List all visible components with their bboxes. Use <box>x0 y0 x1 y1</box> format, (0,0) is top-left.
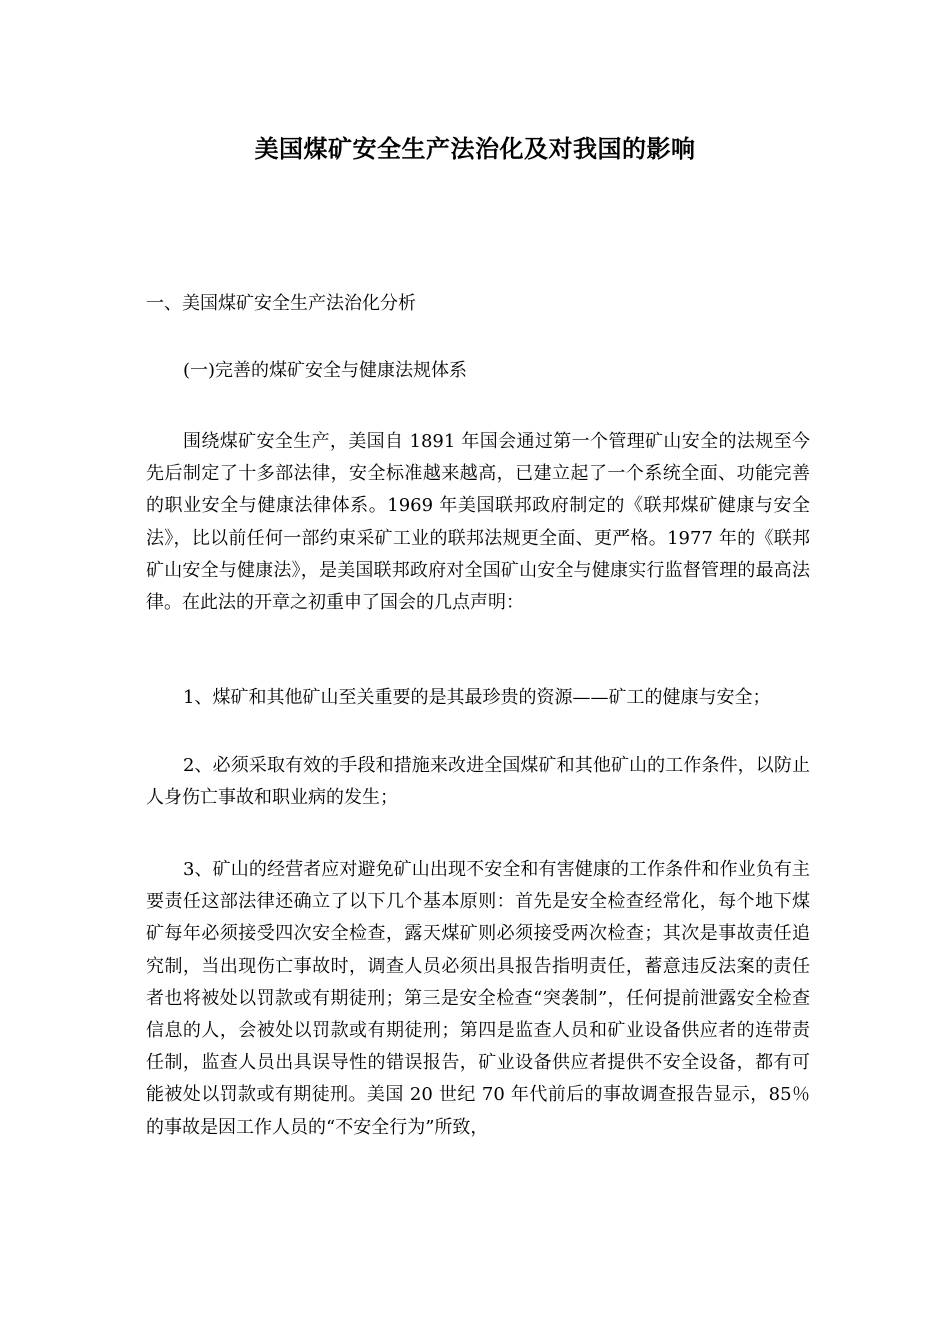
document-title: 美国煤矿安全生产法治化及对我国的影响 <box>254 134 696 163</box>
list-item: 3、矿山的经营者应对避免矿山出现不安全和有害健康的工作条件和作业负有主要责任这部法律还确立了以下几个基本原则：首先是安全检查经常化，每个地下煤矿每年必须接受四次安全检查，露天煤矿则必须接受两次检查；其次是事故责任追究制，当出现伤亡事故时，调查人员必须出具报告指明责任，蓄意违反法案的责任者也将被处以罚款或有期徒刑；第三是安全检查“突袭制”，任何提前泄露安全检查信息的人，会被处以罚款或有期徒刑；第四是监查人员和矿业设备供应者的连带责任制，监查人员出具误导性的错误报告，矿业设备供应者提供不安全设备，都有可能被处以罚款或有期徒刑。美国 20 世纪 70 年代前后的事故调查报告显示，85％的事故是因工作人员的“不安全行为”所致， <box>146 859 810 1138</box>
section-heading: 一、美国煤矿安全生产法治化分析 <box>146 293 416 314</box>
subsection-heading: (一)完善的煤矿安全与健康法规体系 <box>183 360 468 381</box>
list-item: 2、必须采取有效的手段和措施来改进全国煤矿和其他矿山的工作条件，以防止人身伤亡事故和职业病的发生； <box>146 755 810 809</box>
list-item: 1、煤矿和其他矿山至关重要的是其最珍贵的资源——矿工的健康与安全； <box>183 687 771 708</box>
paragraph: 围绕煤矿安全生产，美国自 1891 年国会通过第一个管理矿山安全的法规至今先后制定了十多部法律，安全标准越来越高，已建立起了一个系统全面、功能完善的职业安全与健康法律体系。1969 年美国联邦政府制定的《联邦煤矿健康与安全法》，比以前任何一部约束采矿工业的联邦法规更全面、更严格。1977 年的《联邦矿山安全与健康法》，是美国联邦政府对全国矿山安全与健康实行监督管理的最高法律。在此法的开章之初重申了国会的几点声明： <box>146 431 810 614</box>
